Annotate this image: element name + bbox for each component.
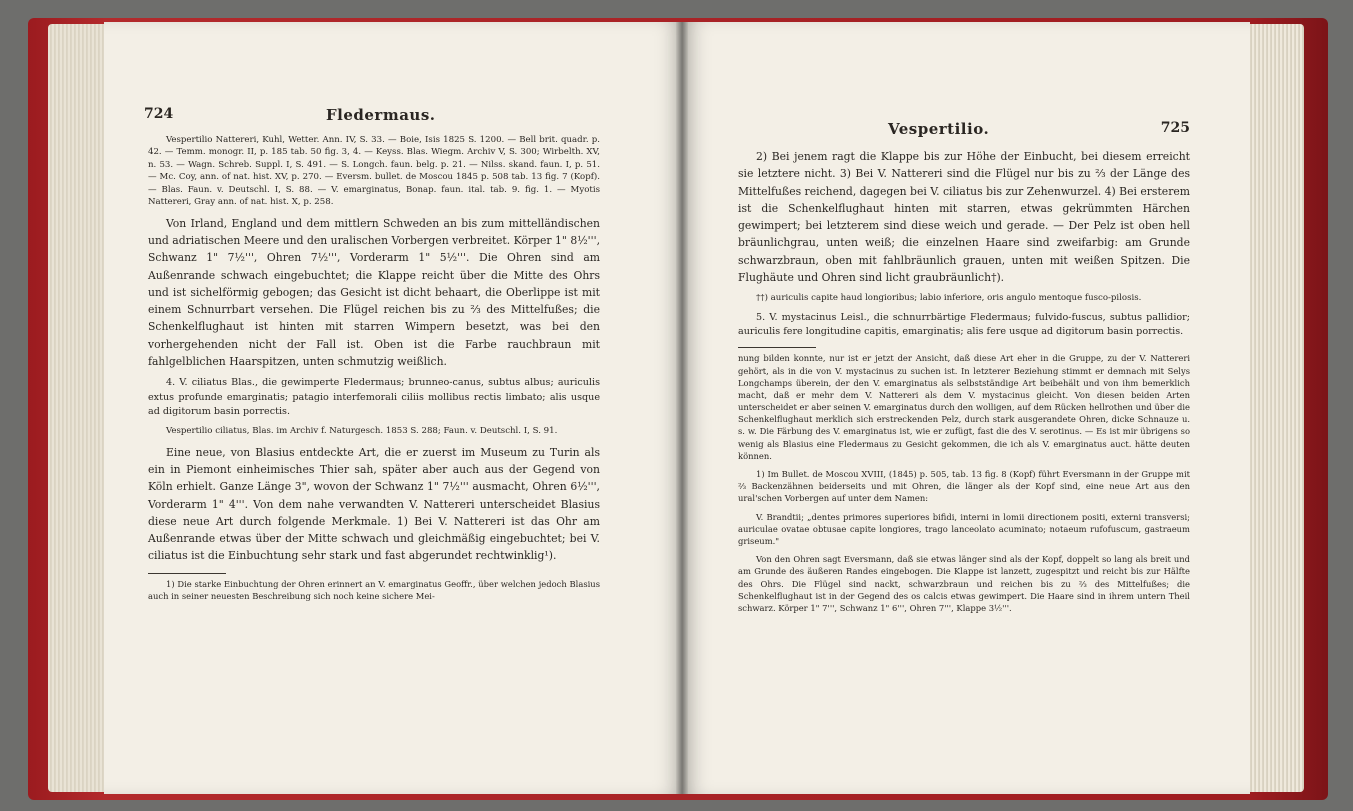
paragraph-nattereri: Von Irland, England und dem mittlern Schweden an bis zum mittelländischen und adriatischen Meere und den uralischen Vorbergen verbreitet. Körper 1" 8½''', Schwanz 1" 7½''', Ohren 7½''', Vorderarm 1" 5½'''. Die Ohren sind am Außenrande schwach eingebuchtet; die Klappe reicht über die Mitte des Ohrs und ist sichelförmig gebogen; das Gesicht ist dicht behaart, die Oberlippe ist mit einem Schnurrbart versehen. Die Flügel reichen bis zu ⅔ des Mittelfußes; die Schenkelflughaut ist hinten mit starren Wimpern besetzt, was bei den vorhergehenden nicht der Fall ist. Oben ist die Farbe rauchbraun mit fahlgelblichen Haarspitzen, unten schmutzig weißlich. [148, 216, 600, 368]
right-page-text [738, 118, 1190, 620]
footnote-brandtii: V. Brandtii; „dentes primores superiores bifidi, interni in lomii directionem positi, externi transversi; auriculae ovatae obtusae capite longiores, trago lanceolato acuminato; notaeum rufofuscum, gastraeum griseum." [738, 511, 1190, 546]
left-page-number: 724 [144, 106, 174, 122]
synonymy-nattereri: Vespertilio Nattereri, Kuhl, Wetter. Ann. IV, S. 33. — Boie, Isis 1825 S. 1200. — Bell brit. quadr. p. 42. — Temm. monogr. II, p. 185 tab. 50 fig. 3, 4. — Keyss. Blas. Wiegm. Archiv V, S. 300; Wirbelth. XV, n. 53. — Wagn. Schreb. Suppl. I, S. 491. — S. Longch. faun. belg. p. 21. — Nilss. skand. faun. I, p. 51. — Mc. Coy, ann. of nat. hist. XV, p. 270. — Eversm. bullet. de Moscou 1845 p. 508 tab. 13 fig. 7 (Kopf). — Blas. Faun. v. Deutschl. I, S. 88. — V. emarginatus, Bonap. faun. ital. tab. 9. fig. 1. — Myotis Nattereri, Gray ann. of nat. hist. X, p. 258. [148, 135, 600, 208]
footnote-eversmann: Von den Ohren sagt Eversmann, daß sie etwas länger sind als der Kopf, doppelt so lang als breit und am Grunde des äußeren Randes eingebogen. Die Klappe ist lanzett, zugespitzt und reicht bis zur Hälfte des Ohrs. Die Flügel sind nackt, schwarzbraun und reichen bis zu ⅔ des Mittelfußes; die Schenkelflughaut ist in der Gegend des os calcis etwas gewimpert. Die Haare sind in ihrem untern Theil schwarz. Körper 1" 7''', Schwanz 1" 6''', Ohren 7''', Klappe 3½'''. [738, 554, 1190, 613]
footnote-2: 1) Im Bullet. de Moscou XVIII, (1845) p. 505, tab. 13 fig. 8 (Kopf) führt Eversmann in der Gruppe mit ⅔ Backenzähnen beiderseits und mit Ohren, die länger als der Kopf sind, eine neue Art aus den ural'schen Vorbergen auf unter dem Namen: [738, 469, 1190, 504]
species-4-heading: 4. V. ciliatus Blas., die gewimperte Fledermaus; brunneo-canus, subtus albus; auriculis extus profunde emarginatis; patagio interfemorali ciliis mollibus rectis limbato; alis usque ad digitorum basin porrectis. [148, 377, 600, 417]
footnote-continuation: nung bilden konnte, nur ist er jetzt der Ansicht, daß diese Art eher in die Gruppe, zu der V. Nattereri gehört, als in die von V. mystacinus zu suchen ist. In letzterer Beziehung stimmt er demnach mit Selys Longchamps überein, der den V. emarginatus als selbstständige Art beibehält und von ihm bemerklich macht, daß er mehr dem V. Nattereri als dem V. mystacinus gleicht. Von diesen beiden Arten unterscheidet er aber seinen V. emarginatus durch den wolligen, auf dem Rücken hellrothen und über die Schenkelflughaut merklich sich erstreckenden Pelz, durch stark ausgerandete Ohren, dicke Schnauze u. s. w. Die Färbung des V. emarginatus ist, wie er zufügt, fast die des V. serotinus. — Es ist mir übrigens so wenig als Blasius eine Fledermaus zu Gesicht gekommen, die ich als V. emarginatus auct. hätte deuten können. [738, 353, 1190, 461]
page-edges-left [48, 24, 110, 792]
footnote-1: 1) Die starke Einbuchtung der Ohren erinnert an V. emarginatus Geoffr., über welchen jedoch Blasius auch in seiner neuesten Beschreibung sich noch keine sichere Mei- [148, 578, 600, 601]
right-running-title: Vespertilio. [888, 120, 990, 138]
left-page-text [144, 104, 600, 608]
footnote-rule [148, 573, 226, 574]
book-gutter [676, 22, 688, 794]
right-page-number: 725 [1160, 120, 1190, 136]
right-running-head [738, 118, 1190, 148]
footnote-rule-right [738, 347, 816, 348]
left-page [104, 22, 684, 794]
paragraph-comparison: 2) Bei jenem ragt die Klappe bis zur Höhe der Einbucht, bei diesem erreicht sie letztere nicht. 3) Bei V. Nattereri sind die Flügel nur bis zu ⅔ der Länge des Mittelfußes reichend, dagegen bei V. ciliatus bis zur Zehenwurzel. 4) Bei ersterem ist die Schenkelflughaut hinten mit starren, etwas gekrümmten Härchen gewimpert; bei letzterem sind diese weich und gerade. — Der Pelz ist oben hell bräunlichgrau, unten weiß; die einzelnen Haare sind zweifarbig: am Grunde schwarzbraun, oben mit fahlbräunlich grauen, unten mit weißen Spitzen. Die Flughäute und Ohren sind licht graubräunlich†). [738, 150, 1190, 284]
left-running-title: Fledermaus. [326, 106, 436, 124]
right-page [682, 22, 1250, 794]
dagger-note: ††) auriculis capite haud longioribus; labio inferiore, oris angulo mentoque fusco-pilosis. [756, 293, 1142, 304]
page-edges-right [1248, 24, 1304, 792]
species-5-heading: 5. V. mystacinus Leisl., die schnurrbärtige Fledermaus; fulvido-fuscus, subtus pallidior; auriculis fere longitudine capitis, emarginatis; alis fere usque ad digitorum basin porrectis. [738, 311, 1190, 337]
left-running-head [144, 104, 600, 134]
paragraph-ciliatus: Eine neue, von Blasius entdeckte Art, die er zuerst im Museum zu Turin als ein in Piemont einheimisches Thier sah, später aber auch aus der Gegend von Köln erhielt. Ganze Länge 3", wovon der Schwanz 1" 7½''' ausmacht, Ohren 6½''', Vorderarm 1" 4'''. Von dem nahe verwandten V. Nattereri unterscheidet Blasius diese neue Art durch folgende Merkmale. 1) Bei V. Nattereri ist das Ohr am Außenrande etwas über der Mitte schwach und gleichmäßig eingebuchtet; bei V. ciliatus ist die Einbuchtung sehr stark und fast abgerundet rechtwinklig¹). [148, 445, 600, 563]
synonymy-ciliatus: Vespertilio ciliatus, Blas. im Archiv f. Naturgesch. 1853 S. 288; Faun. v. Deutschl. I, S. 91. [166, 426, 558, 437]
